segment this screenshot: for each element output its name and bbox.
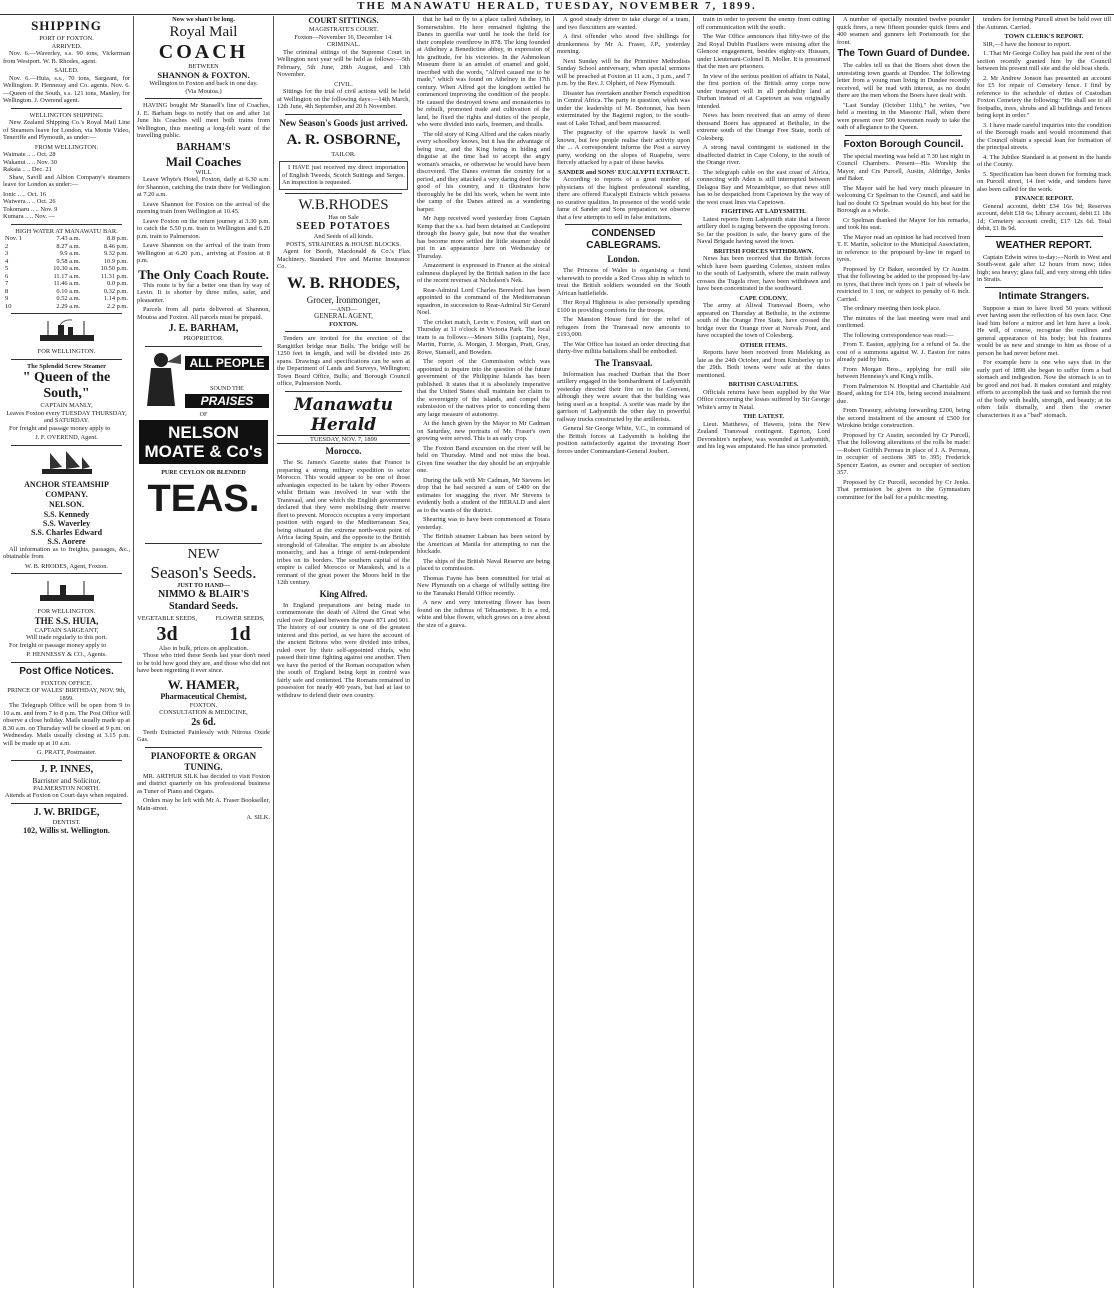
moved-text: Proposed by Cr Baker, seconded by Cr Austin. That the following be added to the proposed by-law re tyres, that three inch tyres on 1 pair of wheels be restricted to 1 ton, or subject to penalty of 6 inch. Carried. [837, 265, 970, 303]
cadman-news: During the talk with Mr Cadman, Mr Stevens let drop that he had secured a sum of £400 on the estimates for snagging the river. Mr Stevens is evidently both a student of the HERALD and alert as to the wants of the district. [417, 476, 550, 514]
tide-cell: 11.46 a.m. [53, 280, 81, 287]
coach-time: Leave Shannon for Foxton on the arrival of the morning train from Wellington at 10.45. [137, 200, 270, 215]
rhodes-agent: W. B. RHODES, Agent, Foxton. [24, 562, 109, 570]
portsmouth-text: A number of specially mounted twelve pounder quick firers, a new fifteen pounder quick firers and 400 seamen and gunners left Portsmouth for the front. [837, 16, 970, 46]
column-8 [974, 16, 1114, 1284]
tide-row [3, 280, 130, 288]
war-office-text: The War Office announces that fifty-two of the 2nd Royal Dublin Fusiliers were missing after the Glencoe engagement, besides eighty-six Hussars, under Lieutenant-Colonel B. Moller. It is presumed that the men are prisoners. [697, 33, 830, 70]
column-1 [0, 16, 133, 1284]
last-sunday-text: "Last Sunday (October 11th)," he writes, "we held a meeting in the Masonic Hall, when there were present over 500 townsmen ready to take the oath of allegiance to the Queen. [837, 101, 970, 131]
overend-agent: J. F. OVEREND, Agent. [35, 434, 98, 441]
and-label: —AND— [330, 305, 357, 313]
teeth-text: Teeth Extracted Painlessly with Nitrous Oxide Gas. [137, 728, 270, 743]
dentist-label: DENTIST. [52, 818, 81, 826]
tide-cell: 2.29 a.m. [56, 302, 81, 310]
weather-text: Captain Edwin wires to-day:—North to West and South-west gale after 12 hours from now; tides high; sea heavy; glass fall, and very strong ebb tides in Straits. [977, 253, 1111, 283]
coach-text: Wellington to Foxton and back in one day. [149, 80, 258, 87]
tide-cell: 10 [5, 302, 12, 310]
issue-date: TUESDAY, NOV. 7, 1899 [277, 435, 410, 445]
innes-text: Attends at Foxton on Court days when required. [4, 792, 129, 799]
sound-the-label: SOUND THE [210, 385, 244, 392]
town-clerk-heading: TOWN CLERK'S REPORT. [1004, 33, 1084, 40]
cape-colony-text: The army at Aliwal Transvaal Boers, who appeared on Thursday at Bethulie, in the extreme south of the Orange Free State, have crossed the bridge over the Orange river at Norvals Pont, and have occupied the town of Colesberg. [697, 302, 830, 339]
queen-of-the-south-title: " Queen of the South," [22, 370, 111, 401]
transvaal-text: Information has reached Durban that the Boer artillery engaged in the bombardment of Ladysmith yesterday directed their fire on to the Convent, although they were aware that the building was being used as a hospital. A sortie was made by the garrison of Ladysmith the other day in powerful railway trucks constructed by the artillerists. [557, 370, 690, 423]
tide-row [3, 273, 130, 281]
shipping-heading: SHIPPING [31, 18, 102, 33]
sanders-text: According to reports of a great number of physicians of the highest professional standing, there are offered Eucalypti Extracts which possess no curative qualities. In presence of the world wide fame of Sander and Sons preparation we observe that a few attempts to sell in false imitations. [557, 176, 690, 221]
pure-ceylon-label: PURE CEYLON OR BLENDED [161, 469, 246, 476]
bridge-address: 102, Willis st. Wellington. [23, 826, 110, 835]
has-on-sale: Has on Sale [328, 213, 359, 221]
list-item: Rakaia .. .. Dec. 21 [3, 166, 52, 173]
captain-manly: CAPTAIN MANLY, [40, 402, 93, 409]
tenders-held-text: tenders for forming Purcell street be held over till the Autumn. Carried. [977, 16, 1111, 31]
tide-row [3, 258, 130, 266]
alfred-continued: that he had to fly to a place called Athelney, in Somersetshire. He here remained fighting the Danes in guerilla war until he took the field for their complete overthrow in 878. The king founded at Athelney a Benedictine abbey, in expression of his gratitude, for his victories. In the Ashmolean Museum there is an amulet of enamel and gold, inscribed with the words, "Alfred caused me to be made," which was found on Athelney in the 17th century. When Alfred got the kingdom settled he commenced improving the condition of the people. He caused the destroyed towns and monasteries to be rebuilt, promoted trade and cultivation of the land, he fixed the rights and duties of the people, who were divided into earls, freemen, and thralls. [417, 16, 550, 128]
sailed-heading: SAILED. [54, 67, 79, 74]
weather-heading: WEATHER REPORT. [996, 239, 1092, 251]
morocco-text: The St. James's Gazette states that France is preparing a strong military expedition to seize Morocco. This would appear to be one of those advantages expected to be taken by other Powers whilst Britain was involved in war with the Transvaal, and one which the English government declared that they were mobilising their reserve fleet to prevent. Morocco occupies a very important position with regard to the Mediterranean Sea, being situated at the extreme north-west point of Africa facing Spain, and the opposite to the British stronghold of Gibraltar. The empire is an absolute monarchy, and has a fringe of semi-independent tribes on its borders. The southern capital of the empire is called Morocco or Marakesh, and is a remnant of the great power the Moors held in the 12th century. [277, 459, 410, 586]
driver-wanted: A good steady driver to take charge of a team, and two flaxcutters are wanted. [557, 16, 690, 31]
mail-coaches-heading: Mail Coaches [165, 153, 242, 169]
coach-time: Leave Shannon on the arrival of the train from Wellington at 6.20 p.m., arriving at Foxton at 8 p.m. [137, 242, 270, 264]
all-people-banner: ALL PEOPLE [185, 356, 269, 370]
prince-birthday: PRINCE OF WALES' BIRTHDAY, NOV. 9th, 1899. [7, 687, 126, 702]
list-item: Tokomaru .. .. Nov. 9 [3, 205, 58, 213]
labuan-news: The British steamer Labuan has been seized by the American at Manila for attempting to run the blockade. [417, 533, 550, 555]
postmaster: G. PRATT, Postmaster. [36, 749, 97, 756]
column-2 [134, 16, 273, 1284]
innes-title: Barrister and Solicitor, [32, 775, 101, 785]
tide-cell: 0.10 a.m. [56, 287, 81, 295]
huia-trade: Will trade regularly to this port. [25, 634, 108, 641]
list-item: Wakanui .. .. Nov. 30 [3, 158, 57, 166]
vegetable-price: 3d [156, 622, 178, 645]
latest-heading: THE LATEST. [743, 413, 784, 420]
innes-place: PALMERSTON NORTH. [33, 784, 100, 792]
tide-row [3, 235, 130, 243]
intimate-text: Suppose a man to have lived 50 years without ever having seen the reflection of his own face. One lead him before a mirror and let him have a look. He will, of course, recognise the outlines and general appearance of his body; but his features would be as new and strange to him as those of a person he had never before met. [977, 304, 1111, 357]
hamer-name: W. HAMER, [167, 676, 240, 692]
tide-cell: 4 [5, 257, 9, 265]
tide-table [3, 235, 130, 310]
arrived-text: Nov. 6.—Waverley, s.s. 90 tons, Vickerman from Westport. W. B. Rhodes, agent. [3, 50, 130, 65]
nz-shipping-text: New Zealand Shipping Co.'s Royal Mail Line of Steamers leave for London, via Monte Video, Teneriffe and Plymouth, as under:— [3, 119, 130, 141]
anchor-steamship-heading: ANCHOR STEAMSHIP COMPANY. [24, 479, 109, 499]
port-heading: PORT OF FOXTON. [39, 35, 94, 42]
report-intro: SIR,—I have the honour to report. [983, 40, 1071, 48]
sanders-heading: SANDER and SONS' EUCALYPTI EXTRACT. [558, 168, 689, 176]
wellington-shipping-heading: WELLINGTON SHIPPING. [29, 111, 104, 119]
report-item: 2. Mr Andrew Jonson has presented an account for £5 for repair of Cemetery fence. I find by reference to the schedule of duties of Custodian Foxton Cemetery the following: "He shall see to all footpaths, trees, shrubs and all buildings and fences being kept in order." [977, 74, 1111, 119]
innes-name: J. P. INNES, [39, 763, 94, 775]
other-items-heading: OTHER ITEMS. [740, 341, 787, 349]
magistrate-court: MAGISTRATE'S COURT. [308, 26, 379, 33]
tide-cell: 0.52 a.m. [56, 295, 81, 302]
consultation-fee: 2s 6d. [191, 716, 216, 728]
tide-row [3, 250, 130, 258]
seed-potatoes: SEED POTATOES [296, 221, 391, 232]
tide-cell: 2.2 p.m. [107, 302, 128, 310]
sailing-list-1 [3, 151, 130, 174]
proprietor-label: PROPRIETOR. [183, 335, 224, 342]
silk-notice: MR. ARTHUR SILK has decided to visit Foxton and district quarterly on his professional business as Tuner of Piano and Organs. [137, 772, 270, 795]
tide-row [3, 295, 130, 303]
shearing-news: Shearing was to have been commenced at Totara yesterday. [417, 516, 550, 531]
tide-cell: 9 [5, 295, 9, 302]
of-label: OF [199, 411, 208, 418]
flower-price: 1d [229, 622, 251, 645]
tide-cell: 8.8 p.m. [107, 235, 128, 242]
will-label: WILL [195, 168, 212, 176]
tide-cell: 10.9 p.m. [103, 257, 128, 265]
nelson-label: NELSON. [49, 499, 84, 509]
posts-strainers: POSTS, STRAINERS & HOUSE BLOCKS. [285, 240, 402, 248]
sailed-text: Nov. 6.—Huia, s.s., 70 tons, Sargeant, for Wellington. P. Hennessy and Co. agents. Nov. 6.—Queen of the South, s.s. 121 tons, Manley, for Wellington. J. Overend agent. [3, 74, 130, 104]
sunday-news: Next Sunday will be the Primitive Methodists Sunday School anniversary, when special sermons will be preached at Foxton at 11 a.m., 3 p.m., and 7 p.m. by the Rev. J. Olphert, of New Plymouth. [557, 57, 690, 87]
coach-title: COACH [158, 40, 249, 63]
vegetable-seeds [137, 615, 197, 645]
orders-text: Orders may be left with Mr A. Fraser Bookseller, Main-street. [137, 797, 270, 812]
dundee-text: The cables tell us that the Boers shot down the unresisting town guards at Dundee. The following letter from a young man living in Dundee recently received, will be read with interest, as no doubt there are the men whom the Boers have dealt with. [837, 62, 970, 99]
new-goods-heading: New Season's Goods just arrived. [279, 117, 408, 128]
freight-text-1: For freight and passage money apply to [9, 424, 111, 432]
natal-text: In view of the serious position of affairs in Natal, the first portion of the British army corps now under transport will in all probability land at Durban instead of at Capetown as was originally intended. [697, 72, 830, 110]
column-7 [834, 16, 973, 1284]
seeds-text: Those who tried these Seeds last year don't need to be told how good they are, and those who did not have been regretting it ever since. [137, 652, 270, 674]
report-item: 3. I have made careful inquiries into the condition of the Borough roads and would recommend that the Council obtain a special loan for formation of the principal streets. [977, 121, 1111, 151]
barham-name: J. E. BARHAM, [168, 323, 239, 334]
rhodes-heading-1: W.B.RHODES [298, 196, 389, 213]
alfred-heading: King Alfred. [319, 588, 368, 599]
tide-row [3, 265, 130, 273]
jupp-news: Mr Jupp received word yesterday from Captain Kemp that the s.s. had been detained at Castlepoint through the heavy gale, but now that the weather has become more settled the little steamer should put in an appearance here on Wednesday or Thursday. [417, 215, 550, 260]
tide-cell: 6 [5, 272, 9, 280]
tide-cell: 9.9 a.m. [59, 250, 81, 257]
withdrawn-text: News has been received that the British forces which have been guarding Colenso, sixteen miles to the south of Ladysmith, where the main railway crosses the Tugela river, have been withdrawn and have been concentrated in the southward. [697, 255, 830, 292]
court-sittings-heading: COURT SITTINGS. [308, 16, 379, 25]
tide-row [3, 303, 130, 311]
minutes-text: The minutes of the last meeting were read and confirmed. [837, 314, 970, 329]
intimate-text-2: For example here is one who says that in the early part of 1898 she began to suffer from a bad stomach and indigestion. Now the stomach is so to be good and not bad. It makes constant and mighty efforts to accomplish the task and so furnish the rest of the body with health, strength, and beauty; at its often fails dismally, and then the owner characterises it as a "bad" stomach. [977, 359, 1111, 419]
sailing-ship-icon [32, 449, 102, 477]
latest-text: Lieut. Matthews, of Hawera, joins the New Zealand Transvaal contingent. Egerton, Lord Devonshire's nephew, was wounded at Ladysmith, and his leg was amputated. He has since promoted. [697, 420, 830, 450]
post-office-heading: Post Office Notices. [19, 665, 114, 677]
rolls-text: Proposed by Cr Austin, seconded by Cr Purcell, That the following alterations of the rolls be made:—Robert Griffith Perreau in place of J. A. Perreau, in occupier of sections 385 to 395; Frederick Spencer Easton, as owner and occupier of section 357. [837, 431, 970, 476]
sparrow-news: The pugnacity of the sparrow hawk is well known, but few people realise their activity upon the ... A correspondent informs the Post a survey party, working on the slopes of Ruapehu, were fiercely attacked by a pair of these hawks. [557, 129, 690, 166]
seasons-seeds-title: Season's Seeds. [150, 562, 257, 582]
freight-text-2: For freight or passage money apply to [9, 641, 107, 649]
disaster-news: Disaster has overtaken another French expedition in Central Africa. The party in question, which was under the leadership of M. Bretonnet, has been exterminated by the Bagirmi region, to the south-east of Lake Tchad, and been massacred. [557, 89, 690, 127]
barham-notice: HAVING bought Mr Stansell's line of Coaches, J. E. Barham begs to notify that on and after 1st June his Coaches will meet both trains from Wellington, thus meeting a long-felt want of the travelling public. [137, 102, 270, 139]
war-office-news: The War Office has issued an order directing that thirty-five militia battalions shall be embodied. [557, 340, 690, 355]
captain-sargeant: CAPTAIN SARGEANT, [34, 626, 99, 634]
now-we-shant-be-long: Now we shan't be long. [172, 16, 235, 23]
hamer-foxton: FOXTON. [189, 701, 218, 709]
condensed-cablegrams-heading: CONDENSED CABLEGRAMS. [586, 228, 661, 251]
fighting-heading: FIGHTING AT LADYSMITH. [721, 208, 806, 215]
teas-title: TEAS. [147, 477, 260, 520]
fayne-news: Thomas Fayne has been committed for trial at New Plymouth on a charge of wilfully setting fire to the Taranaki Herald Office recently. [417, 574, 550, 597]
train-text: train in order to prevent the enemy from cutting off communication with the south. [697, 16, 830, 31]
list-item: Kumara .. .. Nov. — [3, 213, 55, 220]
tea-advertisement [137, 350, 270, 540]
coach-time: Leave Foxton on the return journey at 3.30 p.m. to catch the 5.50 p.m. train to Wellington and 6.20 p.m. train to Palmerston. [137, 217, 270, 240]
tide-cell: 11.31 p.m. [100, 272, 128, 280]
report-item: 5. Specification has been drawn for forming track on Purcell street, 14 feet wide, and tenders have also been called for the work. [977, 170, 1111, 193]
tide-cell: Nov. 1 [5, 235, 22, 242]
tide-cell: 11.17 a.m. [53, 272, 81, 280]
london-heading: London. [607, 254, 640, 264]
list-item: Waimate .. .. Oct. 28 [3, 151, 56, 158]
huia-title: THE S.S. HUIA, [34, 615, 99, 626]
steamer-icon [32, 577, 102, 605]
tide-row [3, 288, 130, 296]
tide-cell: 3 [5, 250, 9, 257]
fighting-text: Latest reports from Ladysmith state that a fierce artillery duel is raging between the opposing forces. So far the position is safe, the heavy guns of the Naval Brigade having saved the town. [697, 215, 830, 245]
court-dates: Foxton—November 16, December 14. [294, 33, 393, 41]
tide-cell: 8 [5, 287, 9, 295]
from-wellington-label: FROM WELLINGTON. [34, 143, 99, 151]
royal-news: Her Royal Highness is also personally spending £100 in providing comforts for the troops. [557, 299, 690, 314]
withdrawn-heading: BRITISH FORCES WITHDRAWN. [713, 247, 814, 255]
foxton-office-label: FOXTON OFFICE. [40, 679, 93, 687]
cricket-news: The cricket match, Levin v. Foxton, will start on Thursday at 11 o'clock in Victoria Park. The local team is as follows:—Messrs Sillis (captain), Nye, Martin, Furrie, A. Morgan, J. Morgan, Pratt, Gray, Rowe, Stansell, and Bowden. [417, 318, 550, 356]
cape-colony-heading: CAPE COLONY. [739, 294, 788, 302]
bulk-label: Also in bulk, prices on application. [158, 644, 249, 652]
alfred-continued-2: The old story of King Alfred and the cakes nearly every schoolboy knows, but it has the advantage of being true, and the King being in hiding and disguise at the time had to accept the angry woman's smacks, or otherwise he would have been discovered. The Danes overran the country for a period, and they attacked a very daring deed for the good of his country, and it illustrates how thoroughly he be did his work, when he went into the camp of the Danes attired as a wandering harper. [417, 130, 550, 213]
tenders-text: Tenders are invited for the erection of the Rangitikei bridge near Bulls. The bridge will be 1250 feet in length, and will be divided into 26 spans. Drawings and specifications can be seen at the Department of Lands and Surveys, Wellington; Town Board Office, Bulls; and Borough Council office, Palmerston North. [277, 335, 410, 387]
casualties-heading: BRITISH CASUALTIES. [728, 381, 799, 388]
piano-tuning-heading: PIANOFORTE & ORGAN TUNING. [150, 750, 257, 772]
mayor-text: The Mayor said he had very much pleasure in welcoming Cr Spelman to the Council, and said he had no doubt Cr Spelman would do his best for the Borough as a whole. [837, 184, 970, 214]
tide-cell: 9.32 p.m. [103, 250, 128, 257]
agent-text: Agent for Booth, Macdonald & Co.'s Flax Machinery. Standard Fire and Marine Insurance Co. [277, 248, 410, 270]
naval-contingent-text: A strong naval contingent is stationed in the disaffected district in Cape Colony, to the south of the Orange river. [697, 144, 830, 166]
tide-cell: 7 [5, 280, 9, 287]
between-label: BETWEEN [188, 62, 219, 70]
finance-text: General account, debit £34 16s 9d; Reserves account, debit £18 6s; Library account, debit £1 18s 1d; Cemetery account credit, £17 12s 6d. Total debit, £1 8s 9d. [977, 202, 1111, 232]
list-item: S.S. Kennedy [43, 509, 90, 519]
royal-mail-title: Royal Mail [169, 23, 238, 40]
sailing-list-2 [3, 191, 130, 221]
post-office-text: The Telegraph Office will be open from 9 to 10 a.m. and from 7 to 8 p.m. The Post Office will observe a close holiday. Mails usually made up at 8.30 a.m. on Thursday will be closed at 9 p.m. on Wednesday. Mails usually closing at 3.15 p.m. will be made up at 10 a.m. [3, 702, 130, 747]
commission-news: The report of the Commission which was appointed to inquire into the question of the future government of the Philippine Islands has been published. It states that it is absolutely imperative that the United States shall maintain her claim to the sovereignty of the islands, and compel the submission of the natives prior to conceding them any large measure of autonomy. [417, 358, 550, 418]
osborne-name: A. R. OSBORNE, [286, 131, 401, 148]
criminal-text: The criminal sittings of the Supreme Court in Wellington next year will be held as follows:—5th February, 5th June, 28th August, and 13th November. [277, 48, 410, 78]
new-label: NEW [187, 546, 220, 562]
pharma-title: Pharmaceutical Chemist, [160, 691, 247, 701]
shannon-foxton: SHANNON & FOXTON. [157, 70, 250, 80]
splendid-steamer-label: The Splendid Screw Steamer [27, 362, 106, 370]
tailor-label: TAILOR. [331, 150, 356, 158]
luncheon-news: At the lunch given by the Mayor to Mr Cadman on Saturday, new portraits of Mr. Fraser's own growing were served. This is an early crop. [417, 420, 550, 442]
list-item: S.S. Aorere [47, 536, 86, 546]
finance-heading: FINANCE REPORT. [1014, 195, 1074, 202]
casualties-text: Officials returns have been supplied by the War Office concerning the losses suffered by Sir George White's army in Natal. [697, 388, 830, 411]
morgan-text: From Morgan Bros., applying for mill site between Hennessy's and King's mills. [837, 365, 970, 380]
tide-cell: 9.58 a.m. [56, 257, 81, 265]
telegraph-text: The telegraph cable on the east coast of Africa, connecting with Aden is still interrupted between Delagoa Bay and Mozambique, so that news still has to be despatched from Capetown by the way of the west coast lines via Capetown. [697, 168, 830, 206]
easton-text: From T. Easton, applying for a refund of 5s. the cost of a summons against W. J. Easton for rates already paid by him. [837, 341, 970, 363]
beresford-news: Rear-Admiral Lord Charles Beresford has been appointed to the command of the Mediterranean squadron, in succession to Rear-Admiral Sir Gerard Noel. [417, 286, 550, 316]
grocer-label: Grocer, Ironmonger, [306, 294, 381, 305]
standard-seeds: Standard Seeds. [169, 601, 238, 612]
tide-cell: 10.50 p.m. [100, 265, 128, 272]
flower-seeds [210, 615, 270, 645]
tide-cell: 8.27 a.m. [56, 242, 81, 250]
seeds-all-kinds: And Seeds of all kinds. [313, 233, 374, 240]
mansion-news: The Mansion House fund for the relief of refugees from the Transvaal now amounts to £193,000. [557, 316, 690, 338]
osborne-text: I HAVE just received my direct importation of English Tweeds, Scotch Suitings and Serges. An inspection is requested. [279, 161, 408, 190]
band-news: The Foxton Band excursion on the river will be held on Thursday. Mind and not miss the boat. Given fine weather the day should be an enjoyable one. [417, 444, 550, 474]
via-moutoa: (Via Moutoa.) [185, 87, 222, 95]
coach-time: Leave Whyte's Hotel, Foxton, daily at 6.30 a.m. for Shannon, catching the train there for Wellington at 7.20 a.m. [137, 176, 270, 198]
nelson-moate-banner: NELSON MOATE & Co's [139, 420, 268, 464]
mayor-text-2: Cr Spelman thanked the Mayor for his remarks, and took his seat. [837, 216, 970, 231]
tide-cell: 2 [5, 242, 9, 250]
barhams-heading: BARHAM'S [176, 141, 231, 153]
bridge-name: J. W. BRIDGE, [33, 806, 100, 818]
naval-news: The ships of the British Naval Reserve are being placed to commission. [417, 557, 550, 572]
general-agent: GENERAL AGENT, [314, 312, 373, 320]
tide-cell: 10.30 a.m. [53, 265, 81, 272]
report-item: 4. The Jubilee Standard is at present in the hands of the County. [977, 153, 1111, 168]
column-3 [274, 16, 413, 1284]
hospital-text: From Palmerston N. Hospital and Charitable Aid Board, asking for £14 10s, being second instalment due. [837, 382, 970, 405]
list-item: Ionic .. .. Oct. 16 [3, 190, 47, 198]
bylaw-text: The Mayor read an opinion he had received from T. F. Martin, solicitor to the Municipal Association, in reference to the proposed by-law in regard to tyres. [837, 233, 970, 263]
morocco-heading: Morocco. [325, 446, 362, 456]
masthead: THE MANAWATU HERALD, TUESDAY, NOVEMBER 7, 1899. [0, 0, 1114, 15]
consultation-label: CONSULTATION & MEDICINE, [159, 709, 248, 716]
hennessy-agent: P. HENNESSY & CO., Agents. [26, 651, 107, 658]
council-text: The special meeting was held at 7.30 last night in Council Chambers. Present—His Worship the Mayor, and Crs Purcell, Austin, Aldridge, Jenks and Baker. [837, 152, 970, 182]
nimmo-blair: NIMMO & BLAIR'S [157, 589, 250, 600]
tide-cell: 0.0 p.m. [107, 280, 128, 287]
only-coach-route: The Only Coach Route. [138, 266, 269, 282]
anchor-info: All information as to freights, passages, &c., obtainable from [3, 545, 130, 560]
queen-schedule: Leaves Foxton every TUESDAY THURSDAY, and SATURDAY. [6, 409, 127, 424]
correspondence-text: The following correspondence was read:— [843, 331, 954, 339]
flower-label: FLOWER SEEDS, [215, 615, 265, 622]
white-news: General Sir George White, V.C., in command of the British forces at Ladysmith is holding the position satisfactorily against the investing Boer forces under Commandant-General Joubert. [557, 425, 690, 455]
trumpeter-icon [141, 350, 181, 410]
steamer-icon [32, 317, 102, 345]
transvaal-heading: The Transvaal. [594, 357, 653, 368]
borough-council-heading: Foxton Borough Council. [843, 138, 964, 150]
praises-banner: PRAISES [185, 394, 269, 408]
civil-text: Sittings for the trial of civil actions will be held at Wellington on the following days:—14th March, 12th June, 4th September, and 20 h November. [277, 88, 410, 110]
herald-title: Manawatu Herald [293, 394, 394, 435]
amazement-news: Amazement is expressed in France at the stoical calmness displayed by the British nation in the face of the recent reverses at Nicholson's Nek. [417, 262, 550, 284]
tide-table-title: HIGH WATER AT MANAWATU BAR. [15, 227, 118, 235]
rhodes-foxton: FOXTON. [329, 320, 358, 328]
for-wellington-heading: FOR WELLINGTON. [37, 348, 96, 355]
other-items-text: Reports have been received from Mafeking as late as the 24th October, and from Kimberley up to the 29th. Both towns were safe at the dates mentioned. [697, 349, 830, 379]
seed-prices [137, 615, 270, 645]
shaw-savill-text: Shaw, Savill and Albion Company's steamers leave for London as under:— [3, 173, 130, 188]
dundee-heading: The Town Guard of Dundee. [837, 48, 970, 59]
tide-cell: 0.32 p.m. [103, 287, 128, 295]
bethulie-text: News has been received that an army of three thousand Boers has appeared at Bethulie, in the extreme south of the Orange Free State, north of Colesberg. [697, 112, 830, 142]
tide-row [3, 243, 130, 251]
tide-cell: 7.43 a.m. [56, 235, 81, 242]
treasury-text: From Treasury, advising forwarding £200, being the second instalment of the amount of £500 for Wirokino bridge construction. [837, 407, 970, 429]
column-6 [694, 16, 833, 1284]
vegetable-label: VEGETABLE SEEDS, [137, 615, 197, 622]
for-wellington-heading-2: FOR WELLINGTON. [37, 608, 96, 615]
alfred-text: In England preparations are being made to commemorate the death of Alfred the Great who ruled over England between the years 871 and 901. The history of our country is one of the greatest interest and this period, as we have the account of the ancient Britons who were divided into tribes, ruled over by their self-appointed chiefs, who passed their time fighting against one another. Then we have the period of the Roman occupation when the south of England being kept in control was fairly safe and contented. The Romans remained in possession for nearly 400 years, but had at last to withdraw to defend their own country. [277, 601, 410, 699]
civil-label: CIVIL. [334, 80, 353, 88]
princess-news: The Princess of Wales is organising a fund wherewith to provide a Red Cross ship in which to treat the British soldiers wounded on the South African battlefields. [557, 267, 690, 297]
list-item: Waiwera .. .. Oct. 26 [3, 198, 56, 205]
gymnasium-text: Proposed by Cr Purcell, seconded by Cr Jenks. That permission be given to the Gymnasium committee for the hall for a public meeting. [837, 478, 970, 501]
tide-cell: 1.14 p.m. [103, 295, 128, 302]
tide-cell: 5 [5, 265, 9, 272]
list-item: S.S. Waverley [42, 518, 91, 528]
arrived-heading: ARRIVED. [51, 42, 82, 50]
list-item: S.S. Charles Edward [30, 527, 103, 537]
parcels-text: Parcels from all parts delivered at Shannon, Moutoa and Foxton. All parcels must be prepaid. [137, 306, 270, 321]
silk-signature: A. SILK. [246, 814, 270, 821]
column-4 [414, 16, 553, 1284]
fleet-list [3, 510, 130, 546]
column-5 [554, 16, 693, 1284]
offender-news: A first offender who stood five shillings for drunkenness by Mr A. Fraser, J.P., yesterday morning. [557, 33, 690, 55]
tide-cell: 8.46 p.m. [103, 242, 128, 250]
just-to-hand: JUST TO HAND— [177, 581, 230, 589]
flower-news: A new and very interesting flower has been found on the isthmus of Tehuantepec. It is a red, white and blue flower, which grows on a tree about the size of a guava. [417, 599, 550, 629]
criminal-label: CRIMINAL. [326, 41, 361, 48]
rhodes-heading-2: W. B. RHODES, [287, 274, 400, 292]
intimate-heading: Intimate Strangers. [998, 290, 1090, 302]
report-item: 1. That Mr George Colley has paid the rent of the section recently granted him by the Council between his present mill site and the old boat sheds. [977, 50, 1111, 72]
only-route-text: This route is by far a better one than by way of Levin. It is shorter by three miles, safer, and pleasanter. [137, 281, 270, 304]
ordinary-text: The ordinary meeting then took place. [843, 305, 941, 312]
